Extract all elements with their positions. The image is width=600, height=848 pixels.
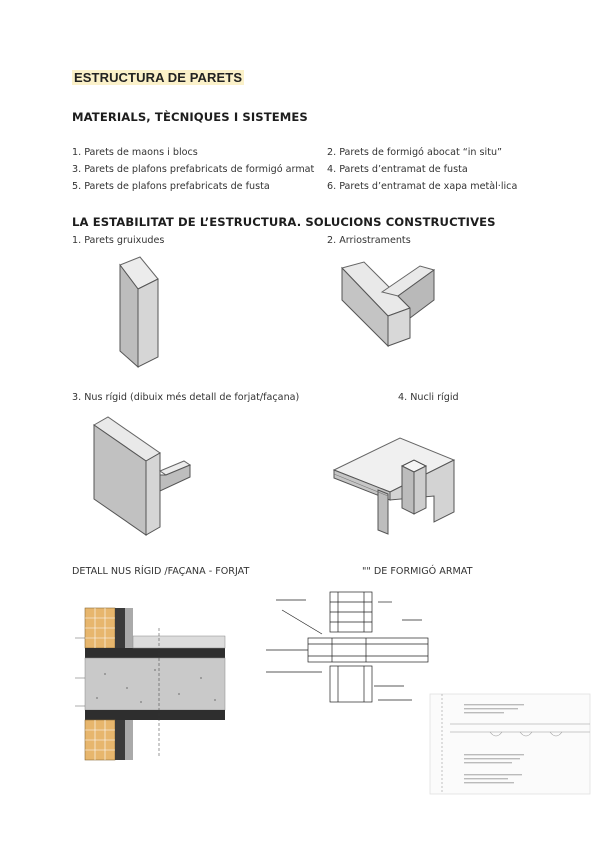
caption-detail-joint: DETALL NUS RÍGID /FAÇANA - FORJAT xyxy=(72,566,250,577)
reinforcement-drawing xyxy=(262,590,442,710)
list-item: 1. Parets de maons i blocs xyxy=(72,147,198,158)
caption-rigid-joint: 3. Nus rígid (dibuix més detall de forjat/façana) xyxy=(72,392,300,403)
list-item: 4. Parets d’entramat de fusta xyxy=(327,164,468,175)
thick-wall-illustration xyxy=(100,255,180,370)
section-heading-materials: MATERIALS, TÈCNIQUES I SISTEMES xyxy=(72,110,308,124)
list-item: 2. Parets de formigó abocat “in situ” xyxy=(327,147,503,158)
caption-thick-walls: 1. Parets gruixudes xyxy=(72,235,165,246)
construction-sheet xyxy=(430,694,590,794)
rigid-core-illustration xyxy=(330,430,460,535)
caption-bracing: 2. Arriostraments xyxy=(327,235,411,246)
section-heading-stability: LA ESTABILITAT DE L’ESTRUCTURA. SOLUCIONS CONSTRUCTIVES xyxy=(72,215,496,229)
list-item: 5. Parets de plafons prefabricats de fusta xyxy=(72,181,270,192)
caption-reinforced-concrete: "" DE FORMIGÓ ARMAT xyxy=(362,566,473,577)
wall-slab-section xyxy=(75,608,225,768)
list-item: 6. Parets d’entramat de xapa metàl·lica xyxy=(327,181,518,192)
bracing-illustration xyxy=(330,260,440,350)
list-item: 3. Parets de plafons prefabricats de formigó armat xyxy=(72,164,315,175)
page-title: ESTRUCTURA DE PARETS xyxy=(74,70,243,85)
caption-rigid-core: 4. Nucli rígid xyxy=(398,392,459,403)
rigid-joint-illustration xyxy=(90,415,190,540)
